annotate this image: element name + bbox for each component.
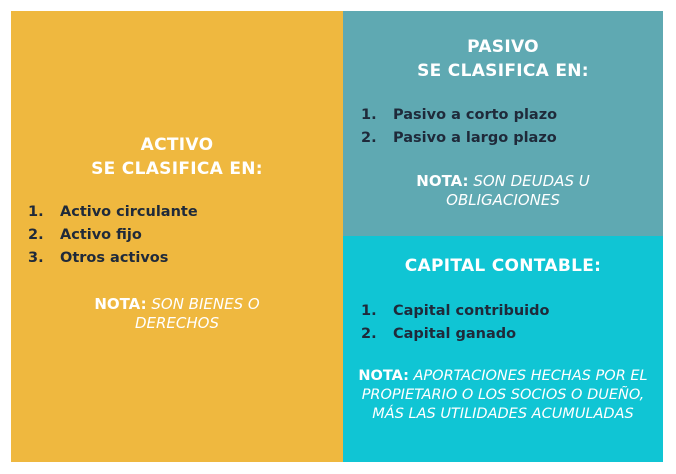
pasivo-note-label: NOTA: [416,172,469,190]
list-item-number: 1. [28,204,44,220]
activo-title-line2: SE CLASIFICA EN: [91,159,263,179]
capital-title [343,254,663,278]
list-item-number: 3. [28,250,44,266]
activo-note-text: SON BIENES O DERECHOS [134,295,260,332]
pasivo-title [343,35,663,83]
activo-title [11,133,343,181]
capital-note-label: NOTA: [358,368,409,384]
list-item-number: 2. [361,326,377,342]
pasivo-title-line1: PASIVO [467,37,539,57]
list-item-label: Otros activos [60,250,169,266]
list-item-label: Pasivo a corto plazo [393,107,558,123]
activo-note [11,295,343,333]
activo-panel [11,11,343,462]
list-item-number: 2. [361,130,377,146]
pasivo-note [343,172,663,210]
capital-panel [343,236,663,462]
capital-note-text: APORTACIONES HECHAS POR EL PROPIETARIO O LOS SOCIOS O DUEÑO, MÁS LAS UTILIDADES ACUMULADAS [361,368,648,422]
list-item-number: 1. [361,303,377,319]
pasivo-note-text: SON DEUDAS U OBLIGACIONES [446,172,590,209]
list-item-label: Activo circulante [60,204,198,220]
pasivo-title-line2: SE CLASIFICA EN: [417,61,589,81]
activo-note-label: NOTA: [94,295,147,313]
activo-title-line1: ACTIVO [140,135,214,155]
list-item-label: Capital ganado [393,326,517,342]
list-item-number: 2. [28,227,44,243]
list-item-label: Pasivo a largo plazo [393,130,557,146]
pasivo-panel [343,11,663,236]
capital-note [343,367,663,424]
capital-title-line1: CAPITAL CONTABLE: [404,256,602,276]
list-item-number: 1. [361,107,377,123]
list-item-label: Capital contribuido [393,303,550,319]
list-item-label: Activo fijo [60,227,142,243]
